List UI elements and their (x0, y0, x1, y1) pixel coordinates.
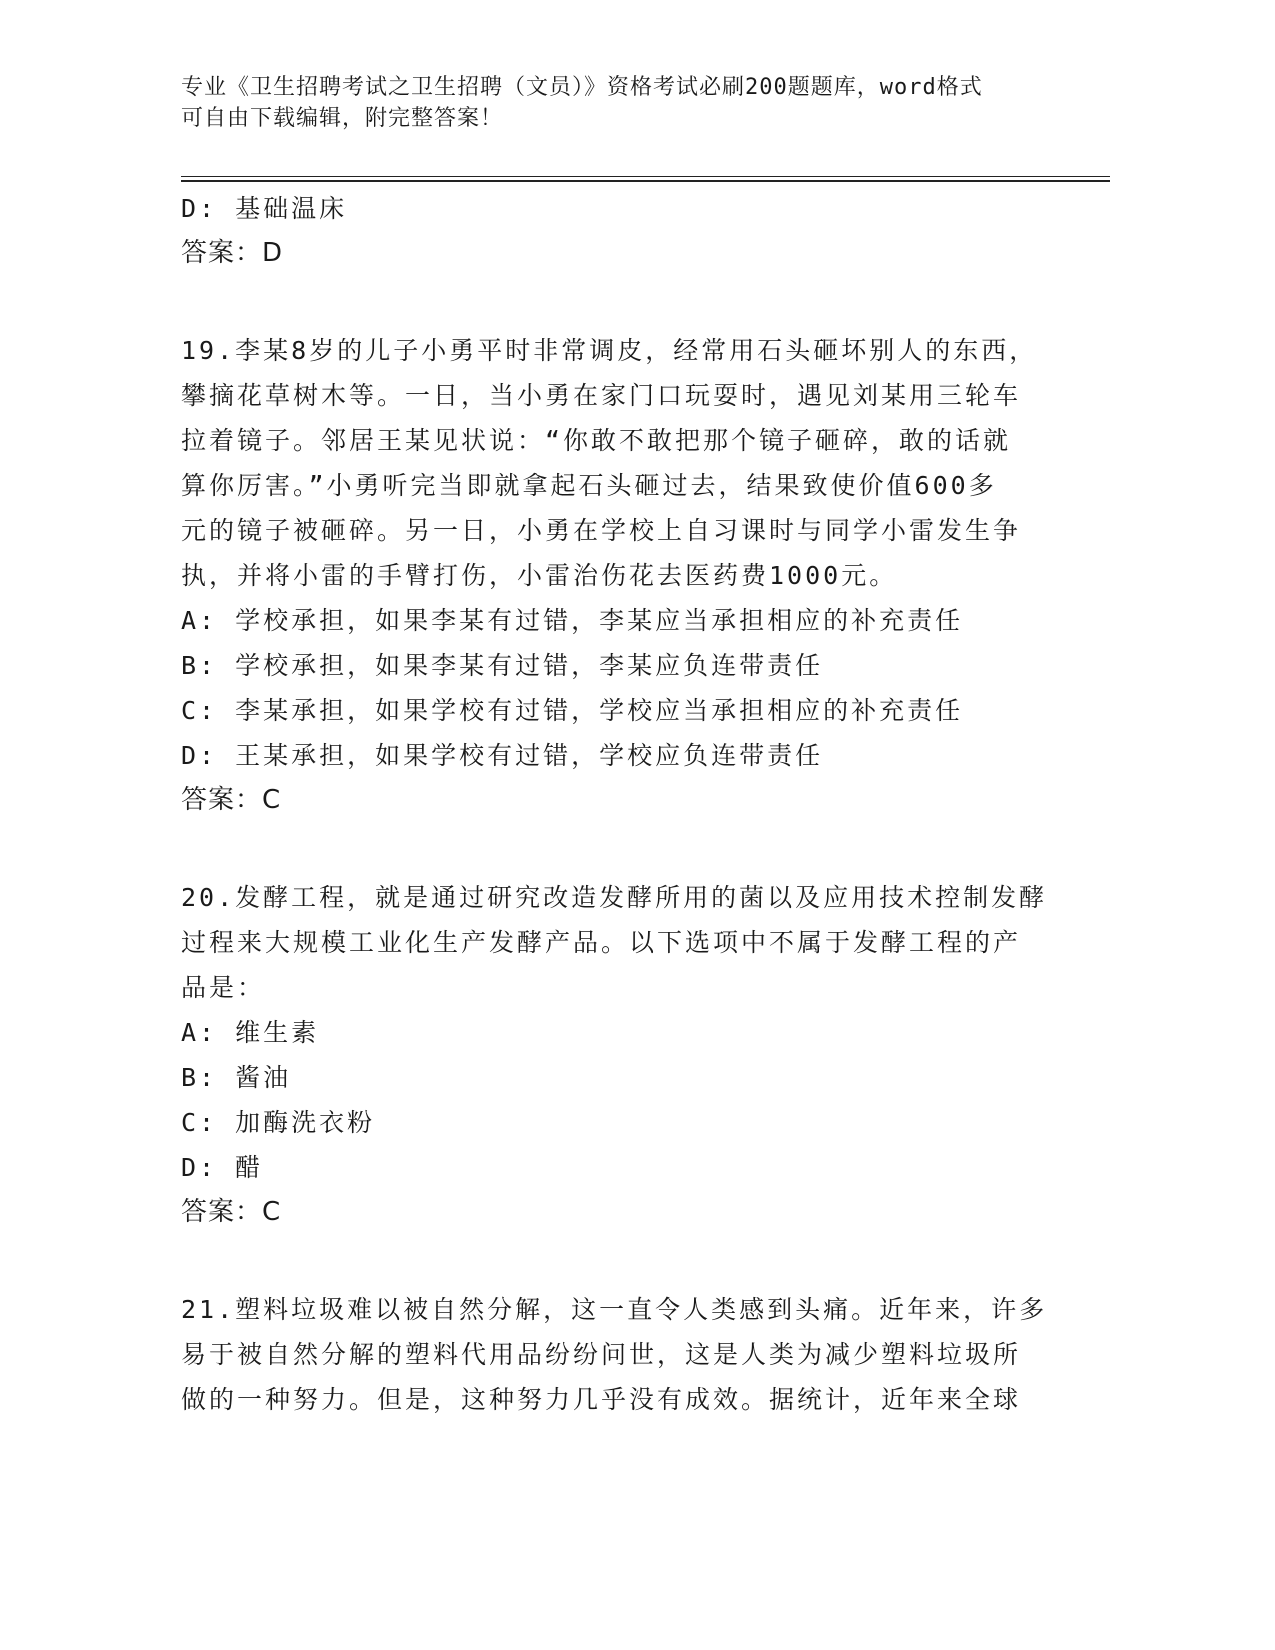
header-line-1: 专业《卫生招聘考试之卫生招聘（文员）》资格考试必刷200题题库，word格式 (181, 75, 983, 100)
option-d: D: 基础温床 (181, 194, 348, 223)
previous-question-tail (181, 186, 1061, 276)
question-text-line: 元的镜子被砸碎。另一日，小勇在学校上自习课时与同学小雷发生争 (181, 516, 1022, 545)
question-text-line: 拉着镜子。邻居王某见状说：“你敢不敢把那个镜子砸碎，敢的话就 (181, 426, 1012, 455)
spacer (181, 1235, 1061, 1287)
header-divider-thin (181, 176, 1110, 177)
question-text-line: 19.李某8岁的儿子小勇平时非常调皮，经常用石头砸坏别人的东西， (181, 336, 1038, 365)
question-20 (181, 875, 1061, 1235)
document-body (181, 186, 1061, 1422)
option-c: C: 李某承担，如果学校有过错，学校应当承担相应的补充责任 (181, 696, 964, 725)
option-c: C: 加酶洗衣粉 (181, 1108, 376, 1137)
question-text-line: 易于被自然分解的塑料代用品纷纷问世，这是人类为减少塑料垃圾所 (181, 1340, 1022, 1369)
answer-line: 答案：C (181, 1197, 282, 1227)
question-text-line: 21.塑料垃圾难以被自然分解，这一直令人类感到头痛。近年来，许多 (181, 1295, 1048, 1324)
question-text-line: 品是： (181, 973, 266, 1002)
question-text-line: 执，并将小雷的手臂打伤，小雷治伤花去医药费1000元。 (181, 561, 898, 590)
header-line-2: 可自由下载编辑，附完整答案！ (181, 106, 504, 131)
spacer (181, 823, 1061, 875)
document-header (181, 72, 1061, 134)
question-21 (181, 1287, 1061, 1422)
option-a: A: 维生素 (181, 1018, 320, 1047)
question-text-line: 攀摘花草树木等。一日，当小勇在家门口玩耍时，遇见刘某用三轮车 (181, 381, 1022, 410)
answer-line: 答案：C (181, 785, 282, 815)
question-text-line: 算你厉害。”小勇听完当即就拿起石头砸过去，结果致使价值600多 (181, 471, 997, 500)
option-a: A: 学校承担，如果李某有过错，李某应当承担相应的补充责任 (181, 606, 964, 635)
option-d: D: 醋 (181, 1153, 264, 1182)
question-19 (181, 328, 1061, 823)
question-text-line: 20.发酵工程，就是通过研究改造发酵所用的菌以及应用技术控制发酵 (181, 883, 1048, 912)
option-b: B: 酱油 (181, 1063, 292, 1092)
question-text-line: 做的一种努力。但是，这种努力几乎没有成效。据统计，近年来全球 (181, 1385, 1022, 1414)
header-divider-thick (181, 180, 1110, 182)
answer-line: 答案：D (181, 238, 284, 268)
option-d: D: 王某承担，如果学校有过错，学校应负连带责任 (181, 741, 824, 770)
question-text-line: 过程来大规模工业化生产发酵产品。以下选项中不属于发酵工程的产 (181, 928, 1022, 957)
spacer (181, 276, 1061, 328)
option-b: B: 学校承担，如果李某有过错，李某应负连带责任 (181, 651, 824, 680)
